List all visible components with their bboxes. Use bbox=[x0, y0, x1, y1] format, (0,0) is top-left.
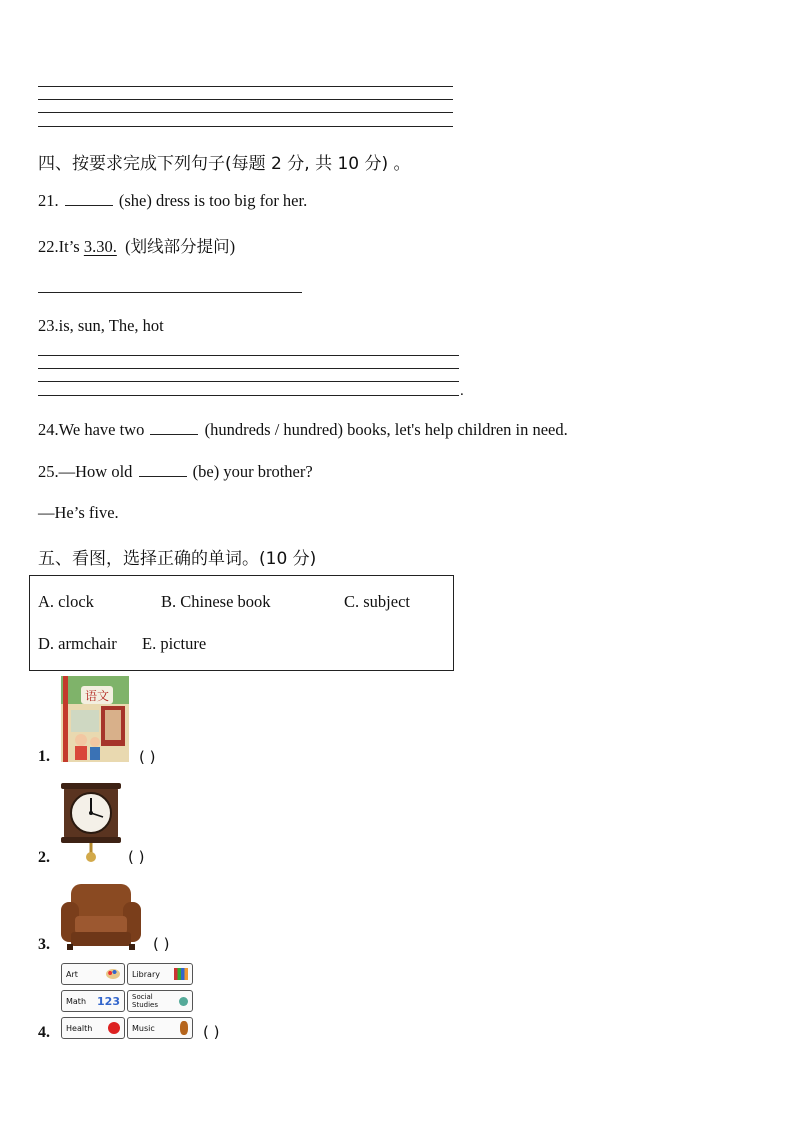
apple-icon bbox=[108, 1022, 120, 1034]
question-22: 22.It’s 3.30. (划线部分提问) bbox=[38, 237, 236, 256]
answer-line bbox=[38, 86, 453, 87]
item-number: 3. bbox=[38, 936, 50, 953]
palette-icon bbox=[106, 969, 120, 979]
subject-card-music: Music bbox=[127, 1017, 193, 1039]
subject-card-library: Library bbox=[127, 963, 193, 985]
answer-line[interactable] bbox=[38, 381, 459, 382]
fill-blank[interactable] bbox=[65, 191, 113, 206]
fill-blank[interactable] bbox=[139, 462, 187, 477]
chinese-book-image bbox=[61, 676, 129, 762]
armchair-image bbox=[61, 882, 141, 952]
option-c: C. subject bbox=[344, 592, 410, 611]
answer-line bbox=[38, 99, 453, 100]
item-number: 2. bbox=[38, 849, 50, 866]
word-bank bbox=[29, 575, 454, 671]
subject-card-art: Art bbox=[61, 963, 125, 985]
option-b: B. Chinese book bbox=[161, 592, 271, 611]
answer-parentheses[interactable]: ( ) bbox=[203, 1023, 220, 1041]
answer-line bbox=[38, 112, 453, 113]
period: . bbox=[460, 383, 464, 399]
answer-line[interactable] bbox=[38, 395, 459, 396]
subject-card-social-studies: Social Studies bbox=[127, 990, 193, 1012]
question-25-answer: —He’s five. bbox=[38, 503, 119, 522]
subject-card-math: Math 123 bbox=[61, 990, 125, 1012]
book-title: 语文 bbox=[84, 689, 110, 703]
answer-parentheses[interactable]: ( ) bbox=[139, 748, 156, 766]
question-24: 24.We have two (hundreds / hundred) books, let's help children in need. bbox=[38, 420, 568, 439]
answer-line[interactable] bbox=[38, 292, 302, 293]
answer-line[interactable] bbox=[38, 368, 459, 369]
underlined-part: 3.30. bbox=[83, 237, 117, 256]
item-number: 4. bbox=[38, 1024, 50, 1041]
clock-image bbox=[61, 783, 121, 863]
subjects-image bbox=[61, 963, 193, 1039]
option-d: D. armchair bbox=[38, 634, 117, 653]
answer-parentheses[interactable]: ( ) bbox=[128, 848, 145, 866]
option-a: A. clock bbox=[38, 592, 94, 611]
violin-icon bbox=[180, 1021, 188, 1035]
option-e: E. picture bbox=[142, 634, 207, 653]
subject-card-health: Health bbox=[61, 1017, 125, 1039]
section-heading: 四、按要求完成下列句子(每题 2 分, 共 10 分) 。 bbox=[38, 154, 411, 174]
globe-icon bbox=[179, 997, 188, 1006]
answer-line[interactable] bbox=[38, 355, 459, 356]
books-icon bbox=[174, 968, 188, 980]
numbers-icon: 123 bbox=[97, 994, 120, 1008]
question-23: 23.is, sun, The, hot bbox=[38, 316, 164, 335]
fill-blank[interactable] bbox=[150, 420, 198, 435]
answer-line bbox=[38, 126, 453, 127]
section-heading: 五、看图，选择正确的单词。(10 分) bbox=[38, 549, 317, 569]
question-25: 25.—How old (be) your brother? bbox=[38, 462, 313, 481]
item-number: 1. bbox=[38, 748, 50, 765]
question-21: 21. (she) dress is too big for her. bbox=[38, 191, 308, 210]
answer-parentheses[interactable]: ( ) bbox=[153, 935, 170, 953]
